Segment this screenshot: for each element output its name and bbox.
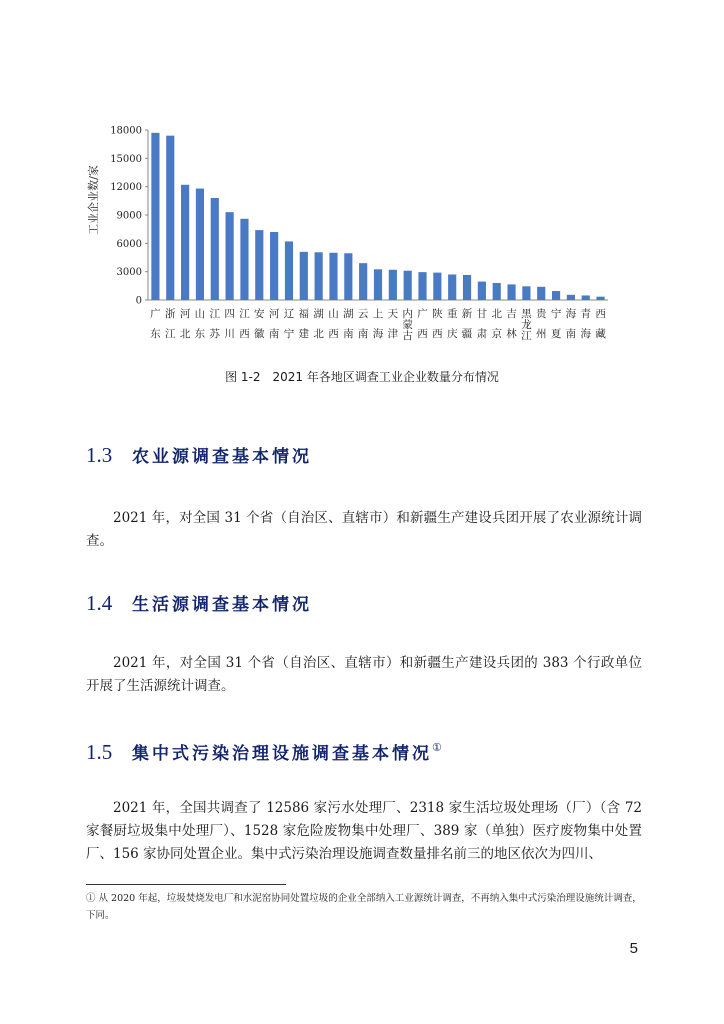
bar bbox=[181, 185, 189, 300]
section-number: 1.5 bbox=[86, 740, 113, 764]
bar bbox=[196, 189, 204, 300]
bar bbox=[404, 271, 412, 300]
x-tick-label: 新疆 bbox=[461, 308, 473, 340]
bar bbox=[389, 270, 397, 300]
section-heading-1-5 bbox=[86, 733, 442, 763]
page-number: 5 bbox=[629, 940, 638, 957]
y-tick-label: 15000 bbox=[110, 153, 142, 165]
x-tick-label: 上海 bbox=[372, 308, 384, 340]
bar bbox=[270, 232, 278, 300]
bar bbox=[448, 275, 456, 301]
paragraph-agriculture bbox=[86, 507, 642, 553]
x-tick-label: 内蒙古 bbox=[402, 308, 413, 342]
x-tick-label: 青海 bbox=[580, 308, 591, 340]
bar bbox=[374, 269, 382, 300]
x-tick-label: 云南 bbox=[357, 308, 369, 340]
x-tick-label: 黑龙江 bbox=[521, 308, 532, 342]
section-heading-1-4 bbox=[86, 588, 312, 618]
x-axis-labels bbox=[150, 307, 606, 342]
bar bbox=[211, 198, 219, 300]
bar-chart bbox=[84, 118, 624, 346]
x-tick-label: 广西 bbox=[417, 308, 428, 340]
x-tick-label: 北京 bbox=[491, 308, 502, 340]
bar bbox=[418, 272, 426, 300]
bar bbox=[582, 295, 590, 300]
bar bbox=[166, 136, 174, 300]
x-tick-label: 四川 bbox=[224, 308, 235, 340]
figure-caption: 图 1-2 2021 年各地区调查工业企业数量分布情况 bbox=[225, 370, 499, 384]
x-tick-label: 天津 bbox=[387, 308, 399, 340]
x-tick-label: 安徽 bbox=[254, 308, 265, 340]
y-tick-label: 9000 bbox=[116, 210, 142, 222]
y-tick-label: 6000 bbox=[116, 238, 142, 250]
y-tick-label: 0 bbox=[135, 295, 142, 307]
bar bbox=[522, 286, 530, 300]
x-tick-label: 湖北 bbox=[313, 308, 324, 340]
x-tick-label: 山东 bbox=[194, 308, 206, 340]
bar bbox=[226, 212, 234, 300]
bar bbox=[507, 284, 515, 300]
bar bbox=[240, 219, 248, 300]
x-tick-label: 海南 bbox=[565, 308, 577, 340]
paragraph-domestic bbox=[86, 652, 642, 698]
section-number: 1.4 bbox=[86, 591, 113, 615]
bar bbox=[151, 133, 159, 300]
x-tick-label: 西藏 bbox=[595, 308, 606, 340]
paragraph-text: 2021 年，对全国 31 个省（自治区、直辖市）和新疆生产建设兵团的 383 个行政单位开展了生活源统计调查。 bbox=[86, 655, 642, 694]
bar bbox=[344, 253, 352, 300]
paragraph-text: 2021 年，全国共调查了 12586 家污水处理厂、2318 家生活垃圾处理场（厂）（含 72 家餐厨垃圾集中处理厂）、1528 家危险废物集中处理厂、389 家（单独）医疗废物集中处置厂、156 家协同处置企业。集中式污染治理设施调查数量排名前三的地区依次为四川、 bbox=[86, 800, 642, 862]
bar bbox=[315, 252, 323, 300]
x-tick-label: 河南 bbox=[268, 308, 280, 340]
x-tick-label: 吉林 bbox=[506, 308, 517, 340]
x-tick-label: 江苏 bbox=[209, 308, 221, 340]
x-tick-label: 湖南 bbox=[343, 308, 354, 340]
section-title: 农业源调查基本情况 bbox=[132, 447, 312, 467]
bar bbox=[285, 241, 293, 300]
bar bbox=[433, 273, 441, 300]
section-number: 1.3 bbox=[86, 443, 113, 467]
x-tick-label: 江西 bbox=[239, 308, 250, 340]
footnote-marker[interactable]: ① bbox=[432, 741, 442, 754]
bar-series bbox=[151, 133, 604, 300]
section-title: 集中式污染治理设施调查基本情况 bbox=[132, 744, 432, 764]
x-tick-label: 贵州 bbox=[535, 308, 547, 340]
x-tick-label: 浙江 bbox=[165, 308, 176, 340]
section-title: 生活源调查基本情况 bbox=[132, 595, 312, 615]
bar bbox=[255, 230, 263, 300]
x-tick-label: 辽宁 bbox=[283, 308, 295, 340]
x-tick-label: 山西 bbox=[328, 308, 339, 340]
bar bbox=[567, 295, 575, 300]
x-tick-label: 福建 bbox=[298, 308, 310, 340]
paragraph-centralized bbox=[86, 797, 642, 866]
bar bbox=[478, 282, 486, 300]
x-tick-label: 甘肃 bbox=[476, 308, 488, 340]
y-tick-label: 18000 bbox=[110, 125, 142, 137]
section-heading-1-3 bbox=[86, 440, 312, 470]
bar bbox=[537, 287, 545, 300]
bar bbox=[552, 291, 560, 300]
x-tick-label: 宁夏 bbox=[550, 308, 562, 340]
x-tick-label: 广东 bbox=[150, 308, 161, 340]
x-tick-label: 河北 bbox=[179, 308, 191, 340]
bar bbox=[359, 263, 367, 300]
bar bbox=[463, 275, 471, 300]
y-tick-label: 3000 bbox=[116, 267, 142, 279]
bar bbox=[300, 252, 308, 300]
footnote: ① 从 2020 年起，垃圾焚烧发电厂和水泥窑协同处置垃圾的企业全部纳入工业源统计调查，不再纳入集中式污染治理设施统计调查，下同。 bbox=[86, 893, 642, 921]
footnote-divider bbox=[86, 884, 286, 885]
y-axis-title: 工业企业数/家 bbox=[87, 165, 100, 235]
y-tick-label: 12000 bbox=[110, 182, 142, 194]
x-tick-label: 重庆 bbox=[446, 308, 458, 340]
bar bbox=[597, 297, 605, 300]
bar bbox=[329, 253, 337, 300]
bar bbox=[493, 283, 501, 300]
x-tick-label: 陕西 bbox=[432, 308, 443, 340]
paragraph-text: 2021 年，对全国 31 个省（自治区、直辖市）和新疆生产建设兵团开展了农业源统计调查。 bbox=[86, 510, 642, 549]
